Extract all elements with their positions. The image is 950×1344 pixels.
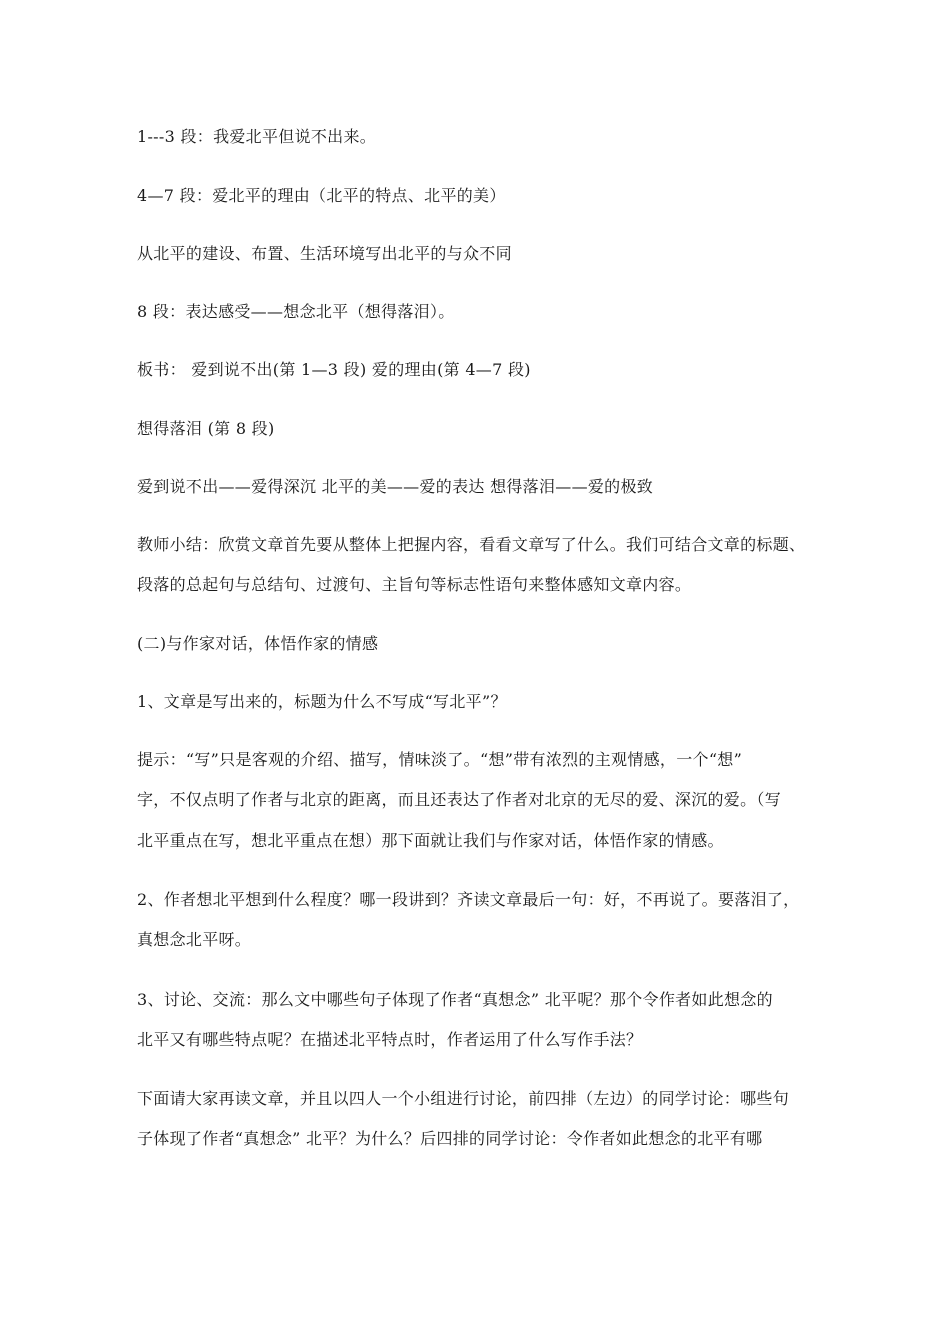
hint-line-1: 提示：“写”只是客观的介绍、描写，情味淡了。“想”带有浓烈的主观情感，一个“想” xyxy=(137,750,743,769)
hint-line-2: 字，不仅点明了作者与北京的距离，而且还表达了作者对北京的无尽的爱、深沉的爱。（写 xyxy=(137,790,782,809)
teacher-summary-line-1: 教师小结：欣赏文章首先要从整体上把握内容，看看文章写了什么。我们可结合文章的标题、 xyxy=(137,535,806,554)
discussion-line-1: 下面请大家再读文章，并且以四人一个小组进行讨论，前四排（左边）的同学讨论：哪些句 xyxy=(137,1089,790,1108)
teacher-summary-line-2: 段落的总起句与总结句、过渡句、主旨句等标志性语句来整体感知文章内容。 xyxy=(137,575,692,594)
blackboard-heading: 板书： 爱到说不出(第 1—3 段) 爱的理由(第 4—7 段) xyxy=(137,360,531,379)
section-heading-dialogue: (二)与作家对话，体悟作家的情感 xyxy=(137,634,379,653)
question-3-line-1: 3、讨论、交流：那么文中哪些句子体现了作者“真想念” 北平呢？那个令作者如此想念的 xyxy=(137,990,773,1009)
paragraph-description: 从北平的建设、布置、生活环境写出北平的与众不同 xyxy=(137,244,512,263)
paragraph-section-1-3: 1---3 段：我爱北平但说不出来。 xyxy=(137,127,377,146)
question-3-line-2: 北平又有哪些特点呢？在描述北平特点时，作者运用了什么写作手法？ xyxy=(137,1030,643,1049)
question-1: 1、文章是写出来的，标题为什么不写成“写北平”？ xyxy=(137,692,507,711)
hint-line-3: 北平重点在写，想北平重点在想）那下面就让我们与作家对话，体悟作家的情感。 xyxy=(137,831,724,850)
blackboard-line-2: 想得落泪 (第 8 段) xyxy=(137,419,275,438)
discussion-line-2: 子体现了作者“真想念” 北平？为什么？后四排的同学讨论：令作者如此想念的北平有哪 xyxy=(137,1129,763,1148)
blackboard-summary: 爱到说不出——爱得深沉 北平的美——爱的表达 想得落泪——爱的极致 xyxy=(137,477,654,496)
question-2-line-1: 2、作者想北平想到什么程度？哪一段讲到？齐读文章最后一句：好，不再说了。要落泪了， xyxy=(137,890,800,909)
paragraph-section-4-7: 4—7 段：爱北平的理由（北平的特点、北平的美） xyxy=(137,186,506,205)
paragraph-section-8: 8 段：表达感受——想念北平（想得落泪）。 xyxy=(137,302,455,321)
question-2-line-2: 真想念北平呀。 xyxy=(137,930,252,949)
